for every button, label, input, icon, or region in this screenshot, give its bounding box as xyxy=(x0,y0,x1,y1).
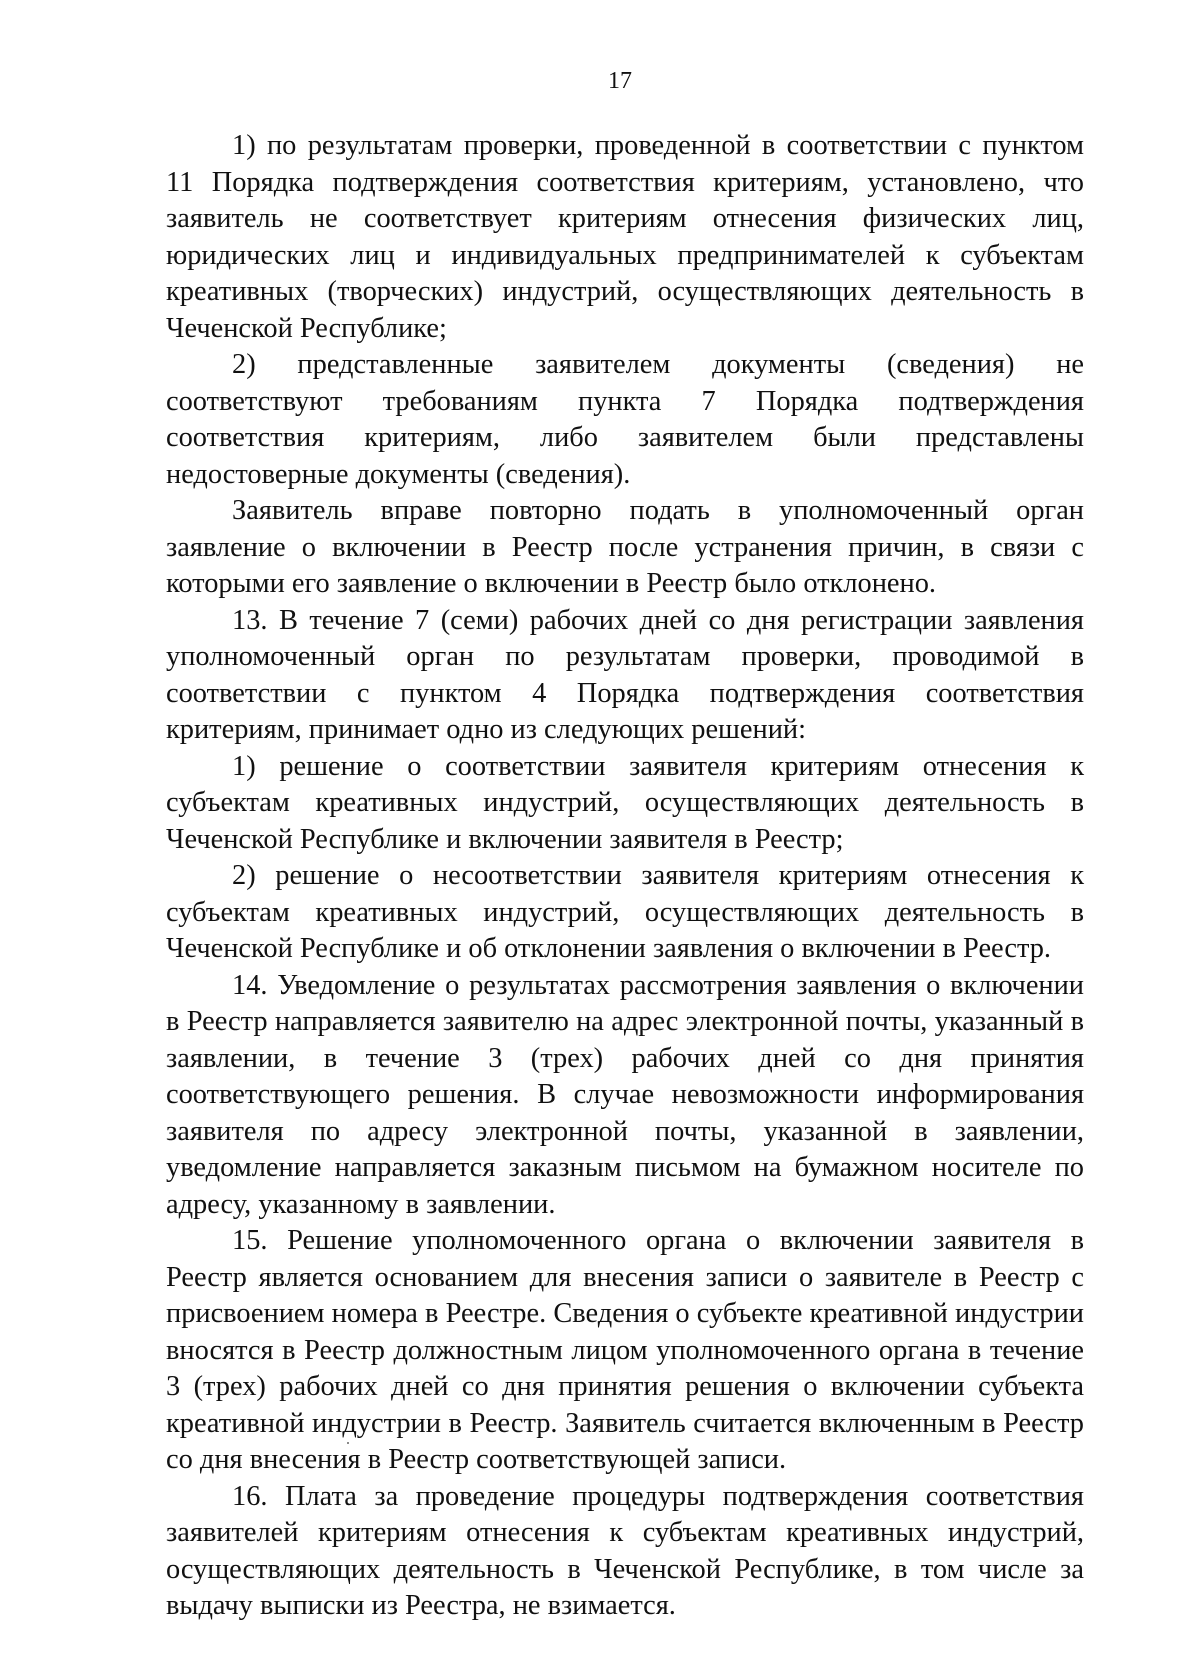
document-body xyxy=(166,128,1084,1625)
paragraph-decision-conformity: 1) решение о соответствии заявителя критериям отнесения к субъектам креативных индустрий, осуществляющих деятельность в Чеченской Республике и включении заявителя в Реестр; xyxy=(166,750,1084,855)
paragraph-section-14: 14. Уведомление о результатах рассмотрения заявления о включении в Реестр направляется заявителю на адрес электронной почты, указанный в заявлении, в течение 3 (трех) рабочих дней со дня принятия соответствующего решения. В случае невозможности информирования заявителя по адресу электронной почты, указанной в заявлении, уведомление направляется заказным письмом на бумажном носителе по адресу, указанному в заявлении. xyxy=(166,969,1084,1220)
page-number: 17 xyxy=(608,68,632,94)
paragraph-section-13: 13. В течение 7 (семи) рабочих дней со дня регистрации заявления уполномоченный орган по результатам проверки, проводимой в соответствии с пунктом 4 Порядка подтверждения соответствия критериям, принимает одно из следующих решений: xyxy=(166,604,1084,745)
paragraph-decision-nonconformity: 2) решение о несоответствии заявителя критериям отнесения к субъектам креативных индустрий, осуществляющих деятельность в Чеченской Республике и об отклонении заявления о включении в Реестр. xyxy=(166,860,1084,964)
paragraph-reapplication: Заявитель вправе повторно подать в уполномоченный орган заявление о включении в Реестр после устранения причин, в связи с которыми его заявление о включении в Реестр было отклонено. xyxy=(166,495,1084,599)
paragraph-section-15: 15. Решение уполномоченного органа о включении заявителя в Реестр является основанием для внесения записи о заявителе в Реестр с присвоением номера в Реестре. Сведения о субъекте креативной индустрии вносятся в Реестр должностным лицом уполномоченного органа в течение 3 (трех) рабочих дней со дня принятия решения о включении субъекта креативной индустрии в Реестр. Заявитель считается включенным в Реестр со дня внесения в Реестр соответствующей записи. xyxy=(166,1225,1084,1475)
paragraph-item-1-nonconformity: 1) по результатам проверки, проведенной в соответствии с пунктом 11 Порядка подтверждения соответствия критериям, установлено, что заявитель не соответствует критериям отнесения физических лиц, юридических лиц и индивидуальных предпринимателей к субъектам креативных (творческих) индустрий, осуществляющих деятельность в Чеченской Республике; xyxy=(166,130,1084,344)
paragraph-item-2-invalid-documents: 2) представленные заявителем документы (сведения) не соответствуют требованиям пункта 7 Порядка подтверждения соответствия критериям, либо заявителем были представлены недостоверные документы (сведения). xyxy=(166,349,1084,490)
paragraph-section-16: 16. Плата за проведение процедуры подтверждения соответствия заявителей критериям отнесения к субъектам креативных индустрий, осуществляющих деятельность в Чеченской Республике, в том числе за выдачу выписки из Реестра, не взимается. xyxy=(166,1480,1084,1621)
scan-speck xyxy=(347,1442,349,1444)
